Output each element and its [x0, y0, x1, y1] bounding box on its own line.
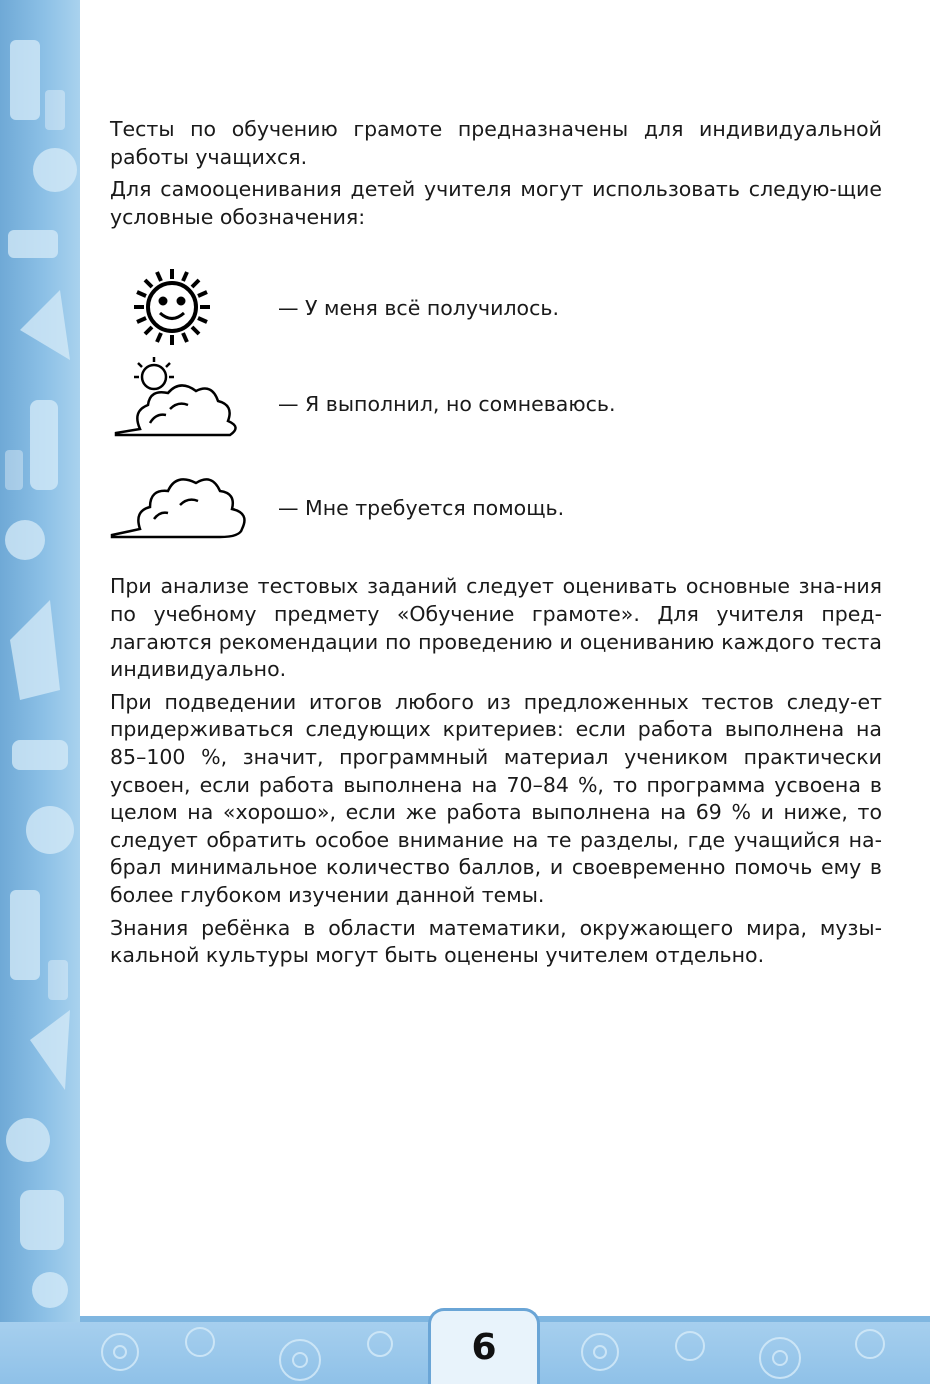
page-number: 6: [471, 1327, 497, 1368]
other-subjects-paragraph: Знания ребёнка в области математики, окружающего мира, музы-кальной культуры могут быть оценены учителем отдельно.: [110, 915, 882, 968]
legend-item: [110, 261, 882, 351]
legend-item: [110, 353, 882, 443]
smiling-sun-icon: [110, 261, 220, 351]
self-assessment-legend: [110, 261, 882, 553]
page-body: [110, 116, 882, 975]
legend-text-help: — Мне требуется помощь.: [278, 496, 565, 521]
legend-intro-paragraph: Для самооценивания детей учителя могут использовать следую-щие условные обозначения:: [110, 177, 882, 229]
page-number-tab: [428, 1308, 540, 1384]
legend-text-success: — У меня всё получилось.: [278, 296, 559, 321]
intro-paragraph: Тесты по обучению грамоте предназначены для индивидуальной работы учащихся.: [110, 117, 882, 169]
sun-behind-cloud-icon: [110, 353, 250, 443]
legend-text-doubt: — Я выполнил, но сомневаюсь.: [278, 392, 616, 417]
left-decorative-band: [0, 0, 80, 1384]
criteria-paragraph: При подведении итогов любого из предложенных тестов следу-ет придерживаться следующих критериев: если работа выполнена на 85–100 %, значит, программный материал учеником практически усвоен, если работа выполнена на 70–84 %, то программа усвоена в целом на «хорошо», если же работа выполнена на 69 % и ниже, то следует обратить особое внимание на те разделы, где учащийся на-брал минимальное количество баллов, и своевременно помочь ему в более глубоком изучении данной темы.: [110, 689, 882, 907]
cloud-icon: [110, 451, 250, 541]
legend-item: [110, 451, 882, 541]
analysis-paragraph: При анализе тестовых заданий следует оценивать основные зна-ния по учебному предмету «Обучение грамоте». Для учителя пред-лагаются рекомендации по проведению и оцениванию каждого теста индивидуально.: [110, 574, 882, 682]
letters-pattern-decoration: [0, 0, 80, 1384]
